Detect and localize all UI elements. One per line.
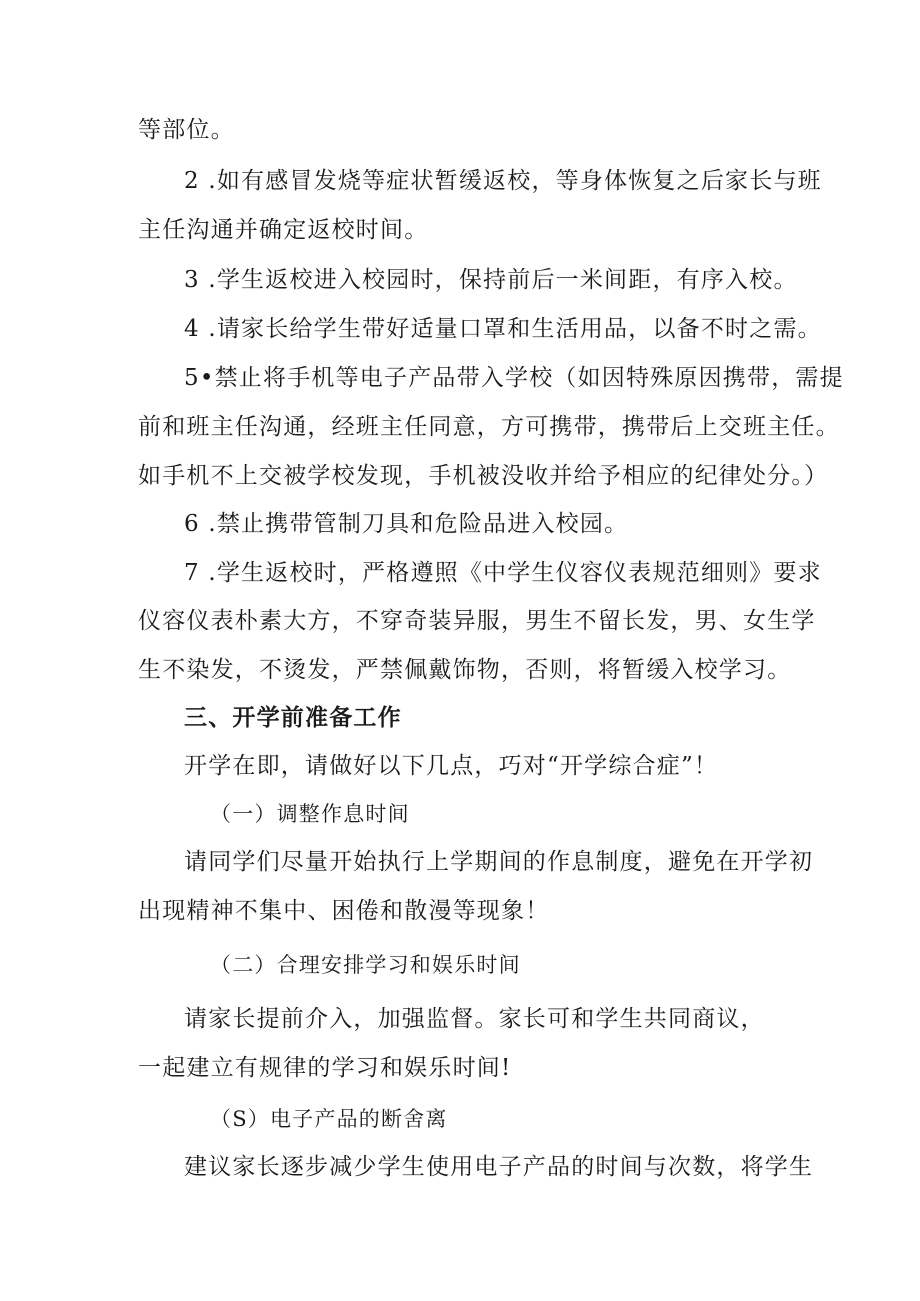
subsection-heading: （二）合理安排学习和娱乐时间: [210, 953, 521, 977]
text-line: 2 .如有感冒发烧等症状暂缓返校，等身体恢复之后家长与班: [184, 168, 822, 194]
text-line: 出现精神不集中、困倦和散漫等现象！: [138, 898, 550, 924]
text-line: 一起建立有规律的学习和娱乐时间!: [138, 1055, 512, 1081]
text-line: 等部位。: [138, 117, 235, 143]
subsection-heading: （S）电子产品的断舍离: [210, 1107, 448, 1131]
text-line: 如手机不上交被学校发现，手机被没收并给予相应的纪律处分。）: [138, 463, 829, 489]
text-line: 7 .学生返校时，严格遵照《中学生仪容仪表规范细则》要求: [184, 560, 822, 586]
text-line: 仪容仪表朴素大方，不穿奇装异服，男生不留长发，男、女生学: [138, 608, 816, 634]
text-line: 建议家长逐步减少学生使用电子产品的时间与次数，将学生: [184, 1154, 814, 1180]
text-line: 生不染发，不烫发，严禁佩戴饰物，否则，将暂缓入校学习。: [138, 657, 792, 683]
text-line: 主任沟通并确定返校时间。: [138, 217, 429, 243]
text-line: 6 .禁止携带管制刀具和危险品进入校园。: [184, 511, 629, 537]
subsection-heading: （一）调整作息时间: [210, 802, 410, 826]
text-line: 开学在即，请做好以下几点，巧对“开学综合症”！: [184, 753, 719, 779]
text-line: 3 .学生返校进入校园时，保持前后一米间距，有序入校。: [184, 267, 798, 293]
text-line: 请同学们尽量开始执行上学期间的作息制度，避免在开学初: [184, 849, 814, 875]
text-line: 5•禁止将手机等电子产品带入学校（如因特殊原因携带，需提: [184, 365, 844, 391]
text-line: 4 .请家长给学生带好适量口罩和生活用品，以备不时之需。: [184, 316, 822, 342]
text-line: 请家长提前介入，加强监督。家长可和学生共同商议，: [184, 1006, 765, 1032]
text-line: 前和班主任沟通，经班主任同意，方可携带，携带后上交班主任。: [138, 414, 840, 440]
section-heading: 三、开学前准备工作: [184, 705, 402, 731]
